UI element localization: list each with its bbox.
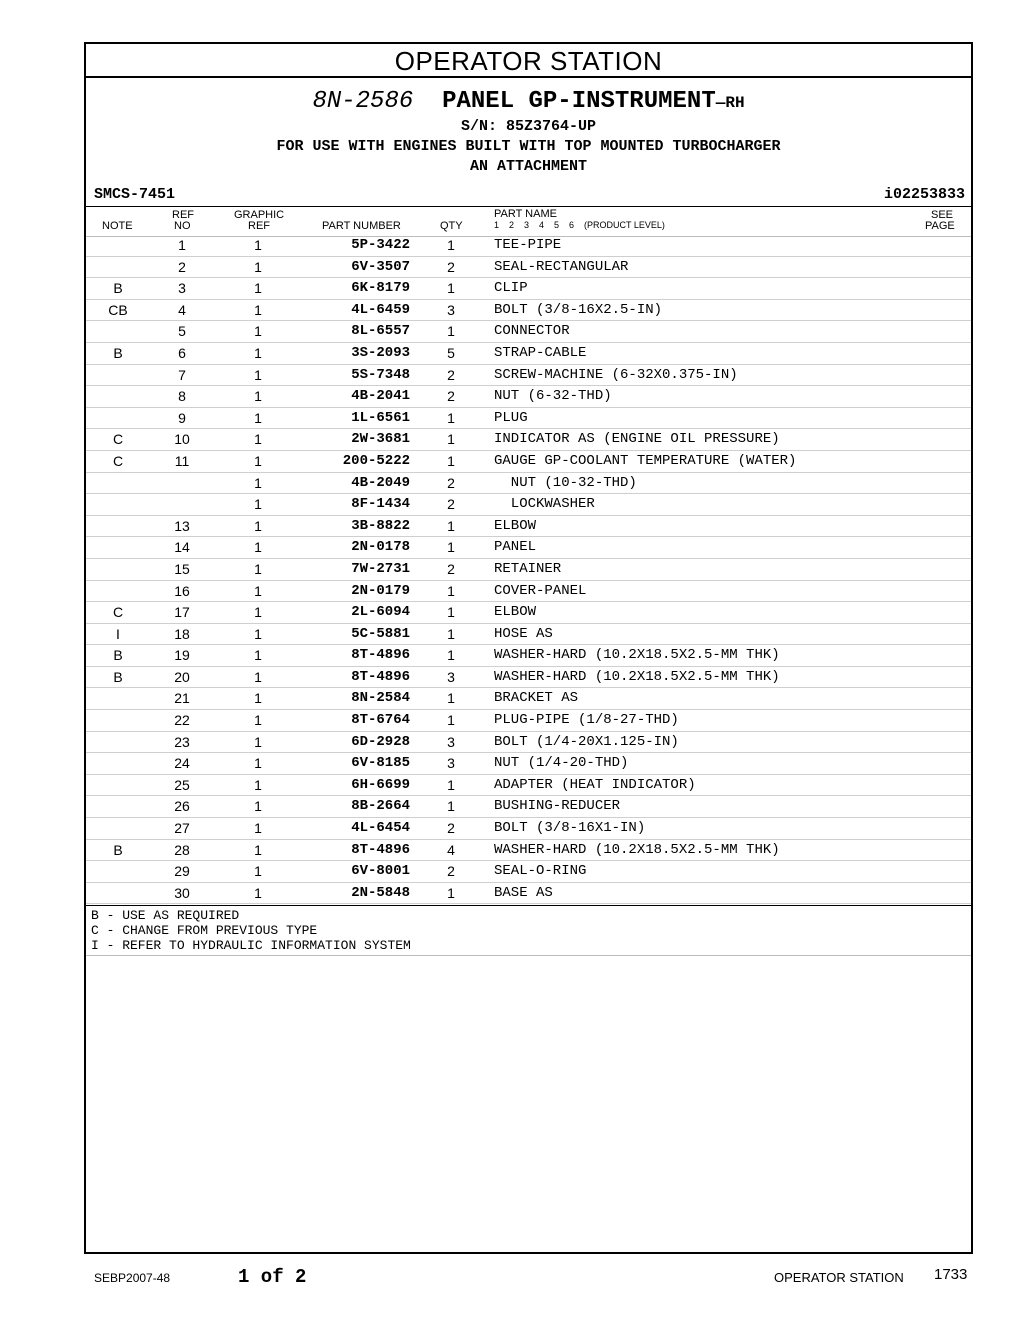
group-header: [86, 88, 971, 177]
part-ref-no: 22: [174, 712, 190, 729]
table-row: [86, 861, 971, 883]
part-name: BUSHING-REDUCER: [494, 798, 621, 815]
table-row: [86, 278, 971, 300]
table-row: [86, 818, 971, 840]
part-ref-no: 18: [174, 625, 190, 642]
part-name: RETAINER: [494, 560, 562, 577]
part-note: B: [113, 668, 123, 685]
part-note: B: [113, 841, 123, 858]
part-number[interactable]: 6H-6699: [351, 776, 410, 793]
part-note: I: [116, 625, 120, 642]
part-graphic-ref: 1: [254, 474, 262, 491]
table-row: [86, 732, 971, 754]
footer-section: OPERATOR STATION: [774, 1270, 904, 1285]
part-graphic-ref: 1: [254, 496, 262, 513]
part-ref-no: 7: [178, 366, 186, 383]
part-number[interactable]: 4L-6454: [351, 820, 410, 837]
part-graphic-ref: 1: [254, 344, 262, 361]
part-graphic-ref: 1: [254, 237, 262, 253]
part-ref-no: 17: [174, 604, 190, 621]
part-name: SCREW-MACHINE (6-32X0.375-IN): [494, 366, 738, 383]
part-name: BOLT (3/8-16X1-IN): [494, 820, 646, 837]
part-graphic-ref: 1: [254, 539, 262, 556]
part-qty: 3: [447, 733, 455, 750]
part-note: C: [112, 431, 124, 448]
part-number[interactable]: 7W-2731: [351, 560, 410, 577]
part-graphic-ref: 1: [254, 820, 262, 837]
group-title: PANEL GP-INSTRUMENT: [442, 88, 716, 115]
illustration-link[interactable]: i02253833: [883, 186, 965, 203]
part-ref-no: 28: [174, 841, 190, 858]
part-qty: 1: [447, 776, 455, 793]
part-graphic-ref: 1: [254, 625, 262, 642]
col-part-number: PART NUMBER: [322, 220, 401, 232]
part-ref-no: 19: [174, 647, 190, 664]
part-ref-no: 29: [174, 863, 190, 880]
footer-doc-id: SEBP2007-48: [94, 1271, 171, 1285]
table-row: [86, 581, 971, 603]
table-row: [86, 257, 971, 279]
part-number[interactable]: 8T-4896: [351, 841, 410, 858]
table-row: [86, 840, 971, 862]
part-number[interactable]: 6V-3507: [351, 258, 410, 275]
table-row: [86, 688, 971, 710]
part-name: PLUG-PIPE (1/8-27-THD): [494, 712, 679, 729]
col-product-levels: 1 2 3 4 5 6 (PRODUCT LEVEL): [494, 220, 665, 230]
group-part-number: 8N-2586: [312, 88, 414, 115]
part-qty: 1: [447, 647, 455, 664]
part-qty: 2: [447, 388, 455, 405]
part-name: NUT (10-32-THD): [494, 474, 637, 491]
part-number[interactable]: 8L-6557: [351, 323, 410, 340]
serial-number: S/N: 85Z3764-UP: [460, 118, 597, 135]
part-qty: 1: [447, 280, 455, 297]
part-qty: 1: [447, 409, 455, 426]
part-number[interactable]: 2N-0178: [351, 539, 410, 556]
table-row: [86, 883, 971, 905]
part-name: BOLT (1/4-20X1.125-IN): [494, 733, 679, 750]
part-qty: 3: [447, 301, 455, 318]
part-ref-no: 2: [178, 258, 186, 275]
attachment-type: AN ATTACHMENT: [469, 158, 588, 175]
part-name: STRAP-CABLE: [494, 344, 587, 361]
part-name: PANEL: [494, 539, 537, 556]
part-qty: 1: [447, 604, 455, 621]
part-name: ADAPTER (HEAT INDICATOR): [494, 776, 696, 793]
parts-list: [86, 235, 971, 904]
part-name: NUT (6-32-THD): [494, 388, 612, 405]
part-qty: 1: [447, 798, 455, 815]
note-line: C - CHANGE FROM PREVIOUS TYPE: [91, 922, 318, 938]
col-ref-bottom: NO: [174, 220, 191, 232]
table-row: [86, 451, 971, 473]
table-row: [86, 235, 971, 257]
part-qty: 1: [447, 452, 455, 469]
footer-page-number: 1733: [934, 1266, 968, 1283]
part-name: WASHER-HARD (10.2X18.5X2.5-MM THK): [494, 668, 780, 685]
part-qty: 2: [447, 820, 455, 837]
table-row: [86, 429, 971, 451]
part-name: TEE-PIPE: [494, 237, 562, 253]
part-number[interactable]: 2N-0179: [351, 582, 410, 599]
table-row: [86, 516, 971, 538]
part-number[interactable]: 8B-2664: [351, 798, 410, 815]
part-graphic-ref: 1: [254, 776, 262, 793]
part-qty: 2: [447, 496, 455, 513]
part-name: BRACKET AS: [494, 690, 579, 707]
part-name: GAUGE GP-COOLANT TEMPERATURE (WATER): [494, 452, 797, 469]
table-row: [86, 321, 971, 343]
part-graphic-ref: 1: [254, 841, 262, 858]
part-qty: 2: [447, 258, 455, 275]
part-ref-no: 30: [174, 884, 190, 901]
part-number[interactable]: 2N-5848: [351, 884, 410, 901]
part-number[interactable]: 8T-4896: [351, 668, 410, 685]
part-graphic-ref: 1: [254, 582, 262, 599]
part-graphic-ref: 1: [254, 258, 262, 275]
part-number[interactable]: 5P-3422: [351, 237, 410, 253]
part-number[interactable]: 3S-2093: [351, 344, 410, 361]
part-name: COVER-PANEL: [494, 582, 587, 599]
part-note: B: [113, 647, 123, 664]
col-note: NOTE: [102, 220, 133, 232]
part-ref-no: 15: [174, 560, 190, 577]
part-number[interactable]: 200-5222: [342, 452, 410, 469]
part-note: B: [113, 344, 123, 361]
part-qty: 1: [447, 884, 455, 901]
table-row: [86, 343, 971, 365]
part-name: INDICATOR AS (ENGINE OIL PRESSURE): [494, 431, 780, 448]
col-graphic-bottom: REF: [248, 220, 270, 232]
part-note: C: [112, 452, 124, 469]
part-number[interactable]: 1L-6561: [351, 409, 410, 426]
part-ref-no: 10: [174, 431, 190, 448]
table-row: [86, 753, 971, 775]
col-see-bottom: PAGE: [925, 220, 955, 232]
table-row: [86, 386, 971, 408]
part-ref-no: 27: [174, 820, 190, 837]
part-name: PLUG: [494, 409, 528, 426]
group-title-suffix: —RH: [715, 94, 745, 112]
table-row: [86, 710, 971, 732]
part-graphic-ref: 1: [254, 280, 262, 297]
part-graphic-ref: 1: [254, 884, 262, 901]
part-graphic-ref: 1: [254, 517, 262, 534]
part-qty: 4: [447, 841, 455, 858]
note-line: I - REFER TO HYDRAULIC INFORMATION SYSTEM: [91, 937, 411, 953]
part-ref-no: 20: [174, 668, 190, 685]
usage-note: FOR USE WITH ENGINES BUILT WITH TOP MOUNTED TURBOCHARGER: [276, 138, 781, 155]
part-ref-no: 6: [178, 344, 186, 361]
table-row: [86, 494, 971, 516]
part-qty: 3: [447, 668, 455, 685]
table-row: [86, 667, 971, 689]
part-number[interactable]: 6V-8185: [351, 755, 410, 772]
part-ref-no: 11: [174, 452, 190, 469]
part-graphic-ref: 1: [254, 560, 262, 577]
part-ref-no: 25: [174, 776, 190, 793]
col-qty: QTY: [440, 220, 463, 232]
table-row: [86, 408, 971, 430]
smcs-row: [86, 184, 971, 206]
part-graphic-ref: 1: [254, 604, 262, 621]
part-qty: 1: [447, 539, 455, 556]
part-graphic-ref: 1: [254, 690, 262, 707]
parts-page-frame: [84, 42, 973, 1254]
part-name: ELBOW: [494, 517, 537, 534]
table-row: [86, 300, 971, 322]
part-number[interactable]: 8N-2584: [351, 690, 410, 707]
part-ref-no: 8: [178, 388, 186, 405]
table-row: [86, 645, 971, 667]
table-row: [86, 624, 971, 646]
part-qty: 1: [447, 431, 455, 448]
part-name: CONNECTOR: [494, 323, 570, 340]
part-qty: 3: [447, 755, 455, 772]
part-ref-no: 13: [174, 517, 190, 534]
part-ref-no: 3: [178, 280, 186, 297]
part-number[interactable]: 8F-1434: [351, 496, 410, 513]
part-name: BOLT (3/8-16X2.5-IN): [494, 301, 663, 318]
part-ref-no: 23: [174, 733, 190, 750]
part-ref-no: 9: [178, 409, 186, 426]
section-title: OPERATOR STATION: [86, 44, 971, 78]
part-name: CLIP: [494, 280, 528, 297]
part-qty: 2: [447, 366, 455, 383]
part-graphic-ref: 1: [254, 798, 262, 815]
part-name: SEAL-O-RING: [494, 863, 587, 880]
part-name: HOSE AS: [494, 625, 553, 642]
part-number[interactable]: 3B-8822: [351, 517, 410, 534]
part-number[interactable]: 2L-6094: [351, 604, 410, 621]
part-name: WASHER-HARD (10.2X18.5X2.5-MM THK): [494, 647, 780, 664]
part-ref-no: 5: [178, 323, 186, 340]
part-number[interactable]: 4B-2041: [351, 388, 410, 405]
table-row: [86, 775, 971, 797]
part-name: NUT (1/4-20-THD): [494, 755, 629, 772]
table-row: [86, 602, 971, 624]
part-graphic-ref: 1: [254, 431, 262, 448]
part-ref-no: 26: [174, 798, 190, 815]
part-qty: 2: [447, 474, 455, 491]
part-graphic-ref: 1: [254, 647, 262, 664]
part-graphic-ref: 1: [254, 755, 262, 772]
part-number[interactable]: 4L-6459: [351, 301, 410, 318]
part-number[interactable]: 4B-2049: [351, 474, 410, 491]
footer-page-count: 1 of 2: [238, 1266, 307, 1288]
part-ref-no: 24: [174, 755, 190, 772]
part-graphic-ref: 1: [254, 733, 262, 750]
part-qty: 1: [447, 690, 455, 707]
part-qty: 1: [447, 323, 455, 340]
part-qty: 2: [447, 863, 455, 880]
part-graphic-ref: 1: [254, 323, 262, 340]
part-name: WASHER-HARD (10.2X18.5X2.5-MM THK): [494, 841, 780, 858]
part-graphic-ref: 1: [254, 301, 262, 318]
part-ref-no: 21: [174, 690, 190, 707]
part-note: B: [113, 280, 123, 297]
part-qty: 1: [447, 625, 455, 642]
part-number[interactable]: 6V-8001: [351, 863, 410, 880]
part-name: ELBOW: [494, 604, 537, 621]
table-row: [86, 537, 971, 559]
smcs-code: SMCS-7451: [94, 186, 176, 203]
part-number[interactable]: 5C-5881: [351, 625, 410, 642]
part-qty: 1: [447, 517, 455, 534]
part-graphic-ref: 1: [254, 863, 262, 880]
part-graphic-ref: 1: [254, 409, 262, 426]
part-qty: 2: [447, 560, 455, 577]
part-note: CB: [108, 301, 128, 318]
notes-legend: [86, 905, 971, 956]
part-number[interactable]: 2W-3681: [351, 431, 410, 448]
col-ref-top: REF: [172, 209, 194, 221]
table-row: [86, 473, 971, 495]
part-ref-no: 4: [178, 301, 186, 318]
part-ref-no: 1: [178, 237, 186, 253]
part-graphic-ref: 1: [254, 668, 262, 685]
part-graphic-ref: 1: [254, 388, 262, 405]
part-name: BASE AS: [494, 884, 553, 901]
part-graphic-ref: 1: [254, 712, 262, 729]
part-ref-no: 14: [174, 539, 190, 556]
part-number[interactable]: 5S-7348: [351, 366, 410, 383]
part-qty: 1: [447, 712, 455, 729]
part-ref-no: 16: [174, 582, 190, 599]
part-number[interactable]: 6K-8179: [351, 280, 410, 297]
part-number[interactable]: 6D-2928: [351, 733, 410, 750]
part-graphic-ref: 1: [254, 452, 262, 469]
note-line: B - USE AS REQUIRED: [91, 907, 240, 923]
col-graphic-top: GRAPHIC: [234, 209, 285, 221]
part-qty: 5: [447, 344, 455, 361]
col-part-name: PART NAME: [494, 208, 557, 220]
group-title-line: [86, 88, 971, 117]
col-see-top: SEE: [931, 209, 954, 221]
part-name: SEAL-RECTANGULAR: [494, 258, 629, 275]
table-row: [86, 559, 971, 581]
part-qty: 1: [447, 237, 455, 253]
column-headers: [86, 206, 971, 237]
part-name: LOCKWASHER: [494, 496, 595, 513]
part-graphic-ref: 1: [254, 366, 262, 383]
table-row: [86, 796, 971, 818]
part-number[interactable]: 8T-6764: [351, 712, 410, 729]
table-row: [86, 365, 971, 387]
part-qty: 1: [447, 582, 455, 599]
part-number[interactable]: 8T-4896: [351, 647, 410, 664]
part-note: C: [112, 604, 124, 621]
